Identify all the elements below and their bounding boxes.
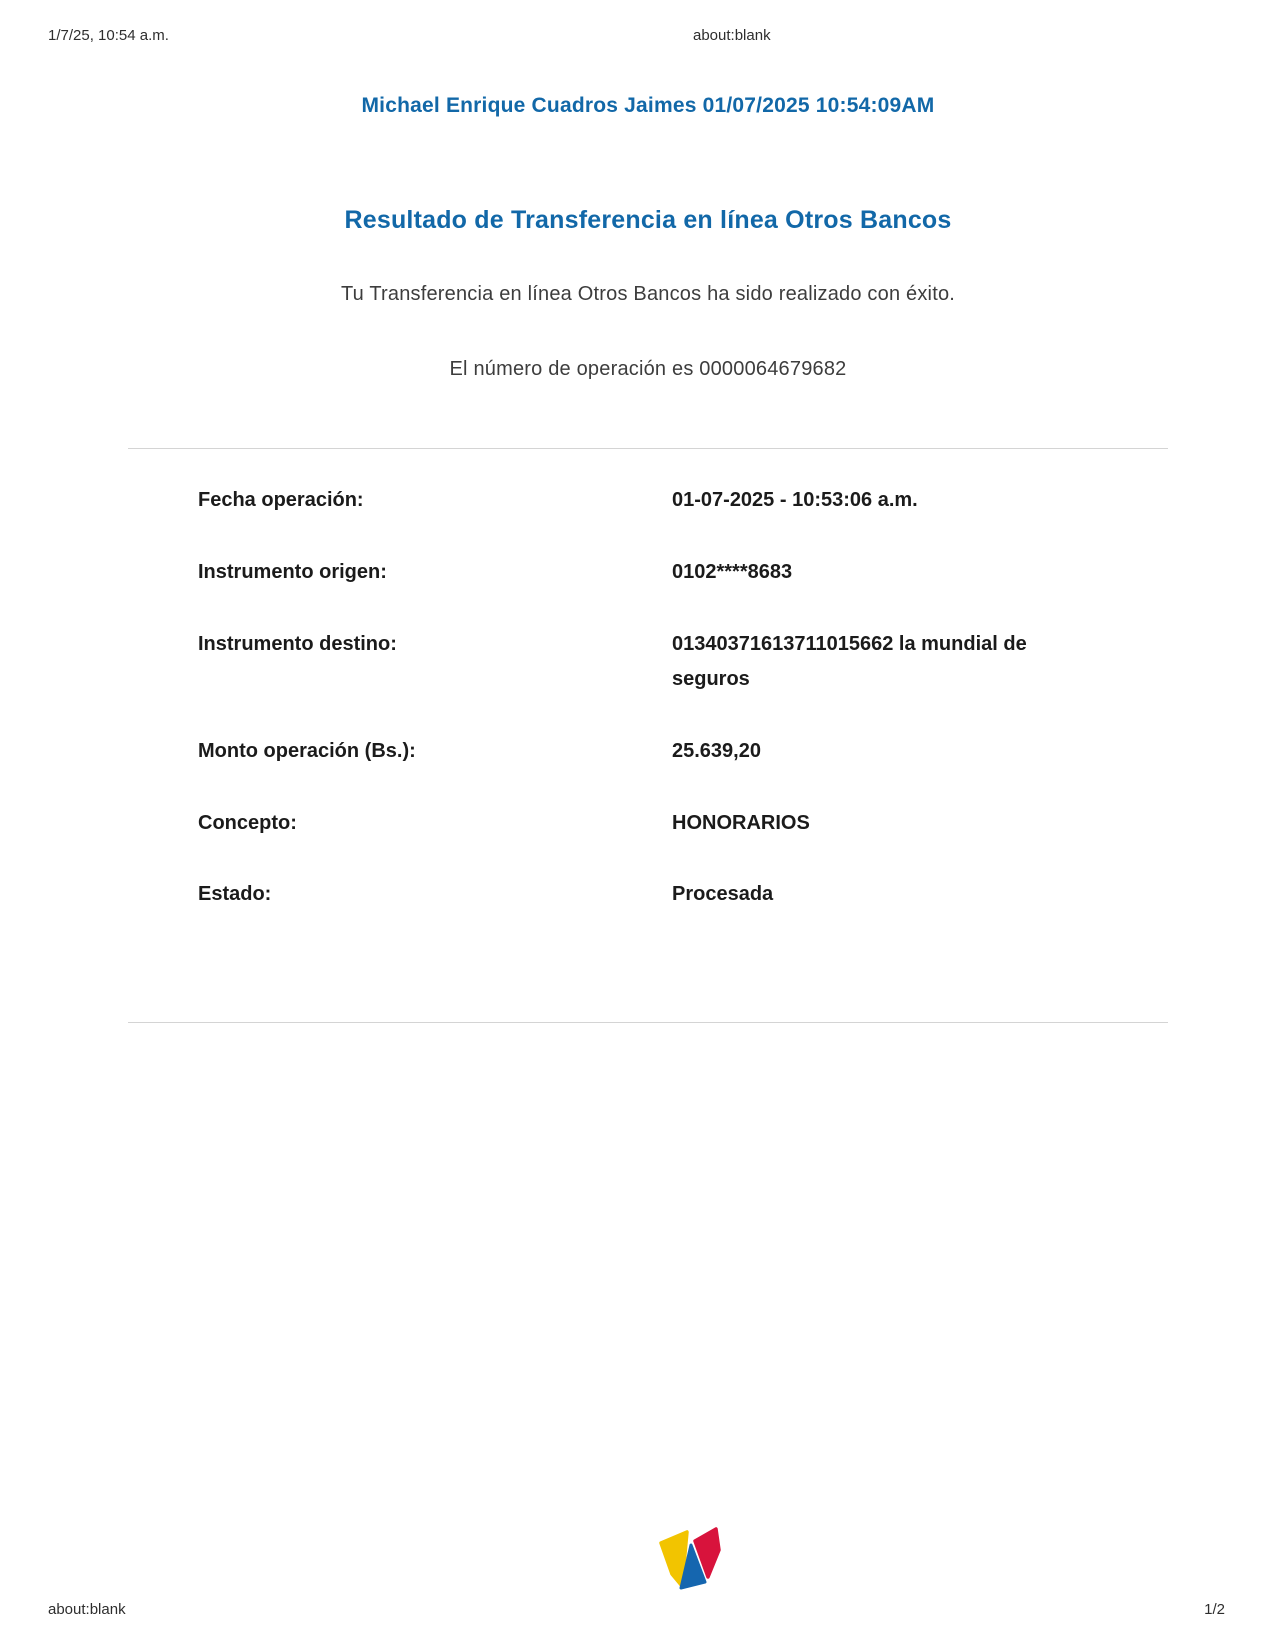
print-header-title: about:blank bbox=[693, 27, 771, 44]
detail-row-monto-operacion bbox=[198, 734, 1158, 769]
detail-value: 25.639,20 bbox=[672, 740, 761, 762]
user-timestamp-line: Michael Enrique Cuadros Jaimes 01/07/2025 10:54:09AM bbox=[361, 94, 935, 117]
detail-value: 01340371613711015662 la mundial de seguros bbox=[672, 633, 1027, 690]
detail-row-fecha-operacion bbox=[198, 483, 1158, 518]
detail-row-instrumento-origen bbox=[198, 555, 1158, 590]
divider-top bbox=[128, 448, 1168, 449]
detail-label: Concepto: bbox=[198, 812, 297, 834]
report-title: Resultado de Transferencia en línea Otros Bancos bbox=[344, 206, 952, 234]
divider-bottom bbox=[128, 1022, 1168, 1023]
detail-label: Instrumento origen: bbox=[198, 561, 387, 583]
detail-value: Procesada bbox=[672, 883, 774, 905]
operation-number-line: El número de operación es 0000064679682 bbox=[449, 358, 847, 380]
print-footer-url: about:blank bbox=[48, 1601, 126, 1618]
print-footer-page-number: 1/2 bbox=[1204, 1601, 1225, 1618]
banco-de-venezuela-logo-icon bbox=[652, 1522, 727, 1597]
detail-value: HONORARIOS bbox=[672, 812, 810, 834]
success-message: Tu Transferencia en línea Otros Bancos ha sido realizado con éxito. bbox=[340, 283, 956, 305]
detail-row-concepto bbox=[198, 806, 1158, 841]
detail-row-instrumento-destino bbox=[198, 627, 1158, 697]
detail-label: Estado: bbox=[198, 883, 272, 905]
detail-label: Monto operación (Bs.): bbox=[198, 740, 416, 762]
detail-row-estado bbox=[198, 877, 1158, 912]
detail-value: 01-07-2025 - 10:53:06 a.m. bbox=[672, 489, 918, 511]
detail-label: Fecha operación: bbox=[198, 489, 364, 511]
print-header-date: 1/7/25, 10:54 a.m. bbox=[48, 27, 169, 44]
detail-value: 0102****8683 bbox=[672, 561, 793, 583]
detail-label: Instrumento destino: bbox=[198, 633, 397, 655]
